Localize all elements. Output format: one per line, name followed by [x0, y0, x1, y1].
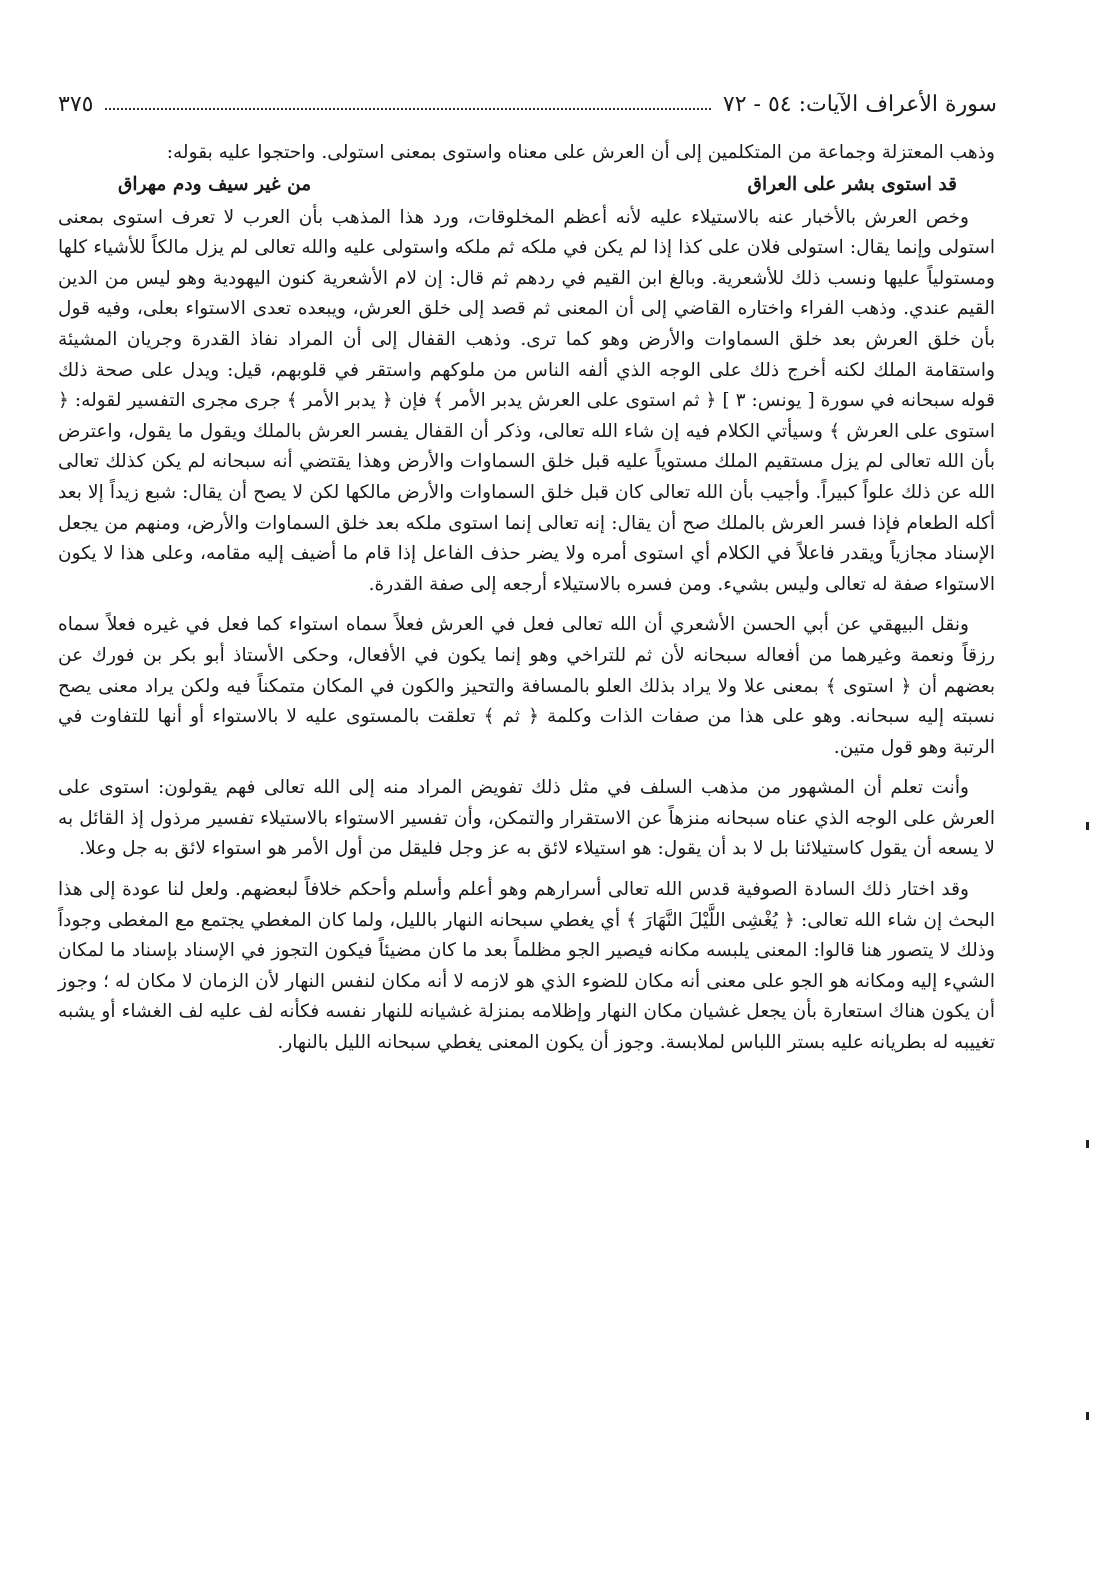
margin-mark — [1086, 822, 1089, 830]
paragraph-2: وخص العرش بالأخبار عنه بالاستيلاء عليه لأنه أعظم المخلوقات، ورد هذا المذهب بأن العرب لا تعرف استوى بمعنى استولى وإنما يقال: استولى فلان على كذا إذا لم يكن في ملكه ثم ملكه واستولى عليه والله تعالى لم يزل مالكاً للأشياء كلها ومستولياً عليها ونسب ذلك للأشعرية. وبالغ ابن القيم في ردهم ثم قال: إن لام الأشعرية كنون اليهودية وهو ليس من الدين القيم عندي. وذهب الفراء واختاره القاضي إلى أن المعنى ثم قصد إلى خلق العرش، ويبعده تعدى الاستواء بعلى، وفيه قول بأن خلق العرش بعد خلق السماوات والأرض وهو كما ترى. وذهب القفال إلى أن المراد نفاذ القدرة وجريان المشيئة واستقامة الملك لكنه أخرج ذلك على الوجه الذي ألفه الناس من ملوكهم واستقر في قلوبهم، قيل: ويدل على صحة ذلك قوله سبحانه في سورة [ يونس: ٣ ] ﴿ ثم استوى على العرش يدبر الأمر ﴾ فإن ﴿ يدبر الأمر ﴾ جرى مجرى التفسير لقوله: ﴿ استوى على العرش ﴾ وسيأتي الكلام فيه إن شاء الله تعالى، وذكر أن القفال يفسر العرش بالملك ويقول ما يقول، واعترض بأن الله تعالى لم يزل مستقيم الملك مستوياً عليه قبل خلق السماوات والأرض وهذا يقتضي أنه سبحانه لم يكن كذلك تعالى الله عن ذلك علواً كبيراً. وأجيب بأن الله تعالى كان قبل خلق السماوات والأرض مالكها لكن لا يصح أن يقال: شبع زيداً إلا بعد أكله الطعام فإذا فسر العرش بالملك صح أن يقال: إنه تعالى إنما استوى ملكه بعد خلق السماوات والأرض، ومنهم من يجعل الإسناد مجازياً ويقدر فاعلاً في الكلام أي استوى أمره ولا يضر حذف الفاعل إذا قام ما أضيف إليه مقامه، وعلى هذا لا يكون الاستواء صفة له تعالى وليس بشيء. ومن فسره بالاستيلاء أرجعه إلى صفة القدرة. — [58, 206, 995, 595]
paragraph-5: وقد اختار ذلك السادة الصوفية قدس الله تعالى أسرارهم وهو أعلم وأسلم وأحكم خلافاً لبعضهم. ولعل لنا عودة إلى هذا البحث إن شاء الله تعالى: ﴿ يُغْشِى اللَّيْلَ النَّهَارَ ﴾ أي يغطي سبحانه النهار بالليل، ولما كان المغطي يجتمع مع المغطى وجوداً وذلك لا يتصور هنا قالوا: المعنى يلبسه مكانه فيصير الجو مظلماً بعد ما كان مضيئاً فيكون التجوز في الإسناد بإسناد ما لمكان الشيء إليه ومكانه هو الجو على معنى أنه مكان للضوء الذي هو لازمه لا أنه مكان لنفس النهار لأن الزمان لا مكان له ؛ وجوز أن يكون هناك استعارة بأن يجعل غشيان مكان النهار وإظلامه بمنزلة غشيانه للنهار نفسه فكأنه لف عليه لف الغشاء أو يشبه تغييبه له بطريانه عليه بستر اللباس لملابسة. وجوز أن يكون المعنى يغطي سبحانه الليل بالنهار. — [58, 879, 995, 1054]
paragraph-3: ونقل البيهقي عن أبي الحسن الأشعري أن الله تعالى فعل في العرش فعلاً سماه استواء كما فعل في غيره فعلاً سماه رزقاً ونعمة وغيرهما من أفعاله سبحانه لأن ثم للتراخي وهو إنما يكون في الأفعال، وحكى الأستاذ أبو بكر بن فورك عن بعضهم أن ﴿ استوى ﴾ بمعنى علا ولا يراد بذلك العلو بالمسافة والتحيز والكون في المكان متمكناً فيه ولكن يراد معنى يصح نسبته إليه سبحانه. وهو على هذا من صفات الذات وكلمة ﴿ ثم ﴾ تعلقت بالمستوى عليه لا بالاستواء أو أنها للتفاوت في الرتبة وهو قول متين. — [58, 614, 995, 758]
poem-hemistich-2: من غير سيف ودم مهراق — [118, 174, 312, 196]
page-header — [58, 84, 997, 124]
margin-mark — [1086, 1412, 1089, 1420]
running-title: سورة الأعراف الآيات: ٥٤ - ٧٢ — [722, 91, 997, 117]
poem-verse — [58, 169, 995, 203]
poem-hemistich-1: قد استوى بشر على العراق — [747, 174, 957, 196]
margin-mark — [1086, 1140, 1089, 1148]
page-number: ٣٧٥ — [58, 91, 94, 117]
paragraph-1: وذهب المعتزلة وجماعة من المتكلمين إلى أن العرش على معناه واستوى بمعنى استولى. واحتجوا عليه بقوله: — [166, 142, 995, 163]
paragraph-4: وأنت تعلم أن المشهور من مذهب السلف في مثل ذلك تفويض المراد منه إلى الله تعالى فهم يقولون: استوى على العرش على الوجه الذي عناه سبحانه منزهاً عن الاستقرار والتمكن، وأن تفسير الاستواء بالاستيلاء تفسير مرذول إذ القائل به لا يسعه أن يقول كاستيلائنا بل لا بد أن يقول: هو استيلاء لائق به عز وجل فليقل من أول الأمر هو استواء لائق به جل وعلا. — [58, 777, 995, 860]
page-body — [58, 138, 995, 1059]
dotted-leader — [105, 108, 710, 110]
